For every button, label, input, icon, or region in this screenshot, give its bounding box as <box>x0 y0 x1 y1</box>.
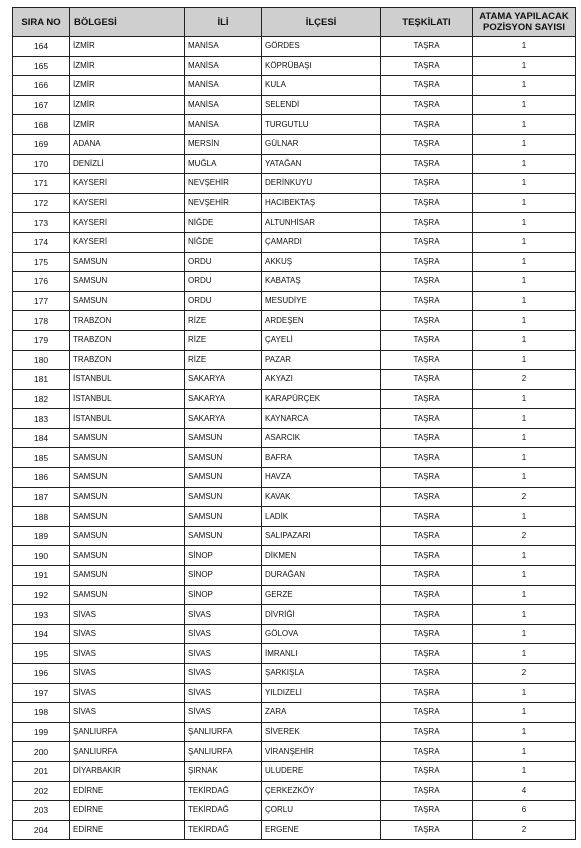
table-row <box>13 703 576 723</box>
cell-ilcesi: DERİNKUYU <box>262 174 381 194</box>
cell-pozisyon-sayisi: 2 <box>473 664 576 684</box>
cell-ilcesi: KABATAŞ <box>262 272 381 292</box>
cell-sira-no: 172 <box>13 193 70 213</box>
cell-pozisyon-sayisi: 1 <box>473 624 576 644</box>
cell-ilcesi: DİVRİĞİ <box>262 605 381 625</box>
cell-ili: SAKARYA <box>185 409 262 429</box>
cell-teskilati: TAŞRA <box>381 526 473 546</box>
table-row <box>13 311 576 331</box>
table-row <box>13 722 576 742</box>
cell-teskilati: TAŞRA <box>381 664 473 684</box>
cell-teskilati: TAŞRA <box>381 820 473 840</box>
positions-table <box>12 7 576 840</box>
cell-pozisyon-sayisi: 1 <box>473 644 576 664</box>
cell-ili: TEKİRDAĞ <box>185 801 262 821</box>
cell-pozisyon-sayisi: 1 <box>473 154 576 174</box>
cell-bolgesi: SİVAS <box>70 664 185 684</box>
cell-sira-no: 200 <box>13 742 70 762</box>
header-sira-no: SIRA NO <box>13 8 70 37</box>
cell-teskilati: TAŞRA <box>381 428 473 448</box>
cell-ili: SAMSUN <box>185 507 262 527</box>
cell-sira-no: 174 <box>13 232 70 252</box>
cell-pozisyon-sayisi: 1 <box>473 252 576 272</box>
cell-ili: SAMSUN <box>185 487 262 507</box>
cell-ilcesi: BAFRA <box>262 448 381 468</box>
cell-bolgesi: SİVAS <box>70 703 185 723</box>
table-row <box>13 134 576 154</box>
cell-sira-no: 182 <box>13 389 70 409</box>
cell-ili: MUĞLA <box>185 154 262 174</box>
cell-ili: SAKARYA <box>185 389 262 409</box>
cell-bolgesi: SİVAS <box>70 624 185 644</box>
header-teskilati: TEŞKİLATI <box>381 8 473 37</box>
table-row <box>13 232 576 252</box>
cell-ilcesi: ŞARKIŞLA <box>262 664 381 684</box>
cell-bolgesi: SİVAS <box>70 605 185 625</box>
cell-bolgesi: İSTANBUL <box>70 389 185 409</box>
cell-ili: ORDU <box>185 252 262 272</box>
cell-pozisyon-sayisi: 1 <box>473 76 576 96</box>
cell-teskilati: TAŞRA <box>381 507 473 527</box>
header-row <box>13 8 576 37</box>
cell-ili: NEVŞEHİR <box>185 193 262 213</box>
header-bolgesi: BÖLGESİ <box>70 8 185 37</box>
table-row <box>13 174 576 194</box>
cell-teskilati: TAŞRA <box>381 781 473 801</box>
cell-ili: MANİSA <box>185 76 262 96</box>
cell-bolgesi: ADANA <box>70 134 185 154</box>
cell-teskilati: TAŞRA <box>381 644 473 664</box>
cell-ilcesi: GÖRDES <box>262 37 381 57</box>
cell-pozisyon-sayisi: 1 <box>473 115 576 135</box>
cell-ili: NİĞDE <box>185 213 262 233</box>
cell-pozisyon-sayisi: 1 <box>473 193 576 213</box>
cell-bolgesi: SAMSUN <box>70 487 185 507</box>
table-row <box>13 389 576 409</box>
cell-teskilati: TAŞRA <box>381 193 473 213</box>
cell-ilcesi: SELENDİ <box>262 95 381 115</box>
header-pozisyon-sayisi: ATAMA YAPILACAK POZİSYON SAYISI <box>473 8 576 37</box>
cell-ili: SİVAS <box>185 683 262 703</box>
cell-sira-no: 180 <box>13 350 70 370</box>
cell-ilcesi: SALIPAZARI <box>262 526 381 546</box>
table-row <box>13 742 576 762</box>
cell-ili: TEKİRDAĞ <box>185 781 262 801</box>
cell-bolgesi: DENİZLİ <box>70 154 185 174</box>
cell-bolgesi: İZMİR <box>70 56 185 76</box>
cell-sira-no: 167 <box>13 95 70 115</box>
cell-bolgesi: EDİRNE <box>70 801 185 821</box>
cell-sira-no: 165 <box>13 56 70 76</box>
table-row <box>13 37 576 57</box>
cell-bolgesi: TRABZON <box>70 311 185 331</box>
cell-pozisyon-sayisi: 1 <box>473 507 576 527</box>
table-row <box>13 409 576 429</box>
cell-teskilati: TAŞRA <box>381 703 473 723</box>
cell-ili: ŞANLIURFA <box>185 722 262 742</box>
cell-sira-no: 166 <box>13 76 70 96</box>
cell-ilcesi: KAYNARCA <box>262 409 381 429</box>
cell-bolgesi: SAMSUN <box>70 566 185 586</box>
cell-bolgesi: SAMSUN <box>70 546 185 566</box>
cell-teskilati: TAŞRA <box>381 134 473 154</box>
cell-pozisyon-sayisi: 1 <box>473 742 576 762</box>
table-row <box>13 448 576 468</box>
table-row <box>13 56 576 76</box>
cell-pozisyon-sayisi: 1 <box>473 134 576 154</box>
cell-ilcesi: ÇAYELİ <box>262 330 381 350</box>
cell-ilcesi: ÇERKEZKÖY <box>262 781 381 801</box>
cell-ilcesi: ZARA <box>262 703 381 723</box>
cell-ilcesi: DİKMEN <box>262 546 381 566</box>
cell-teskilati: TAŞRA <box>381 213 473 233</box>
cell-ilcesi: AKKUŞ <box>262 252 381 272</box>
table-row <box>13 154 576 174</box>
cell-sira-no: 189 <box>13 526 70 546</box>
table-body <box>13 37 576 840</box>
cell-teskilati: TAŞRA <box>381 76 473 96</box>
cell-ilcesi: ÇORLU <box>262 801 381 821</box>
cell-bolgesi: SAMSUN <box>70 526 185 546</box>
cell-teskilati: TAŞRA <box>381 448 473 468</box>
table-row <box>13 252 576 272</box>
cell-pozisyon-sayisi: 1 <box>473 761 576 781</box>
cell-ili: ŞANLIURFA <box>185 742 262 762</box>
table-row <box>13 330 576 350</box>
cell-sira-no: 183 <box>13 409 70 429</box>
cell-ilcesi: KÖPRÜBAŞI <box>262 56 381 76</box>
table-row <box>13 468 576 488</box>
cell-bolgesi: SAMSUN <box>70 428 185 448</box>
cell-pozisyon-sayisi: 1 <box>473 330 576 350</box>
cell-ilcesi: ASARCIK <box>262 428 381 448</box>
cell-teskilati: TAŞRA <box>381 409 473 429</box>
cell-teskilati: TAŞRA <box>381 95 473 115</box>
cell-pozisyon-sayisi: 1 <box>473 37 576 57</box>
table-row <box>13 761 576 781</box>
table-row <box>13 801 576 821</box>
cell-sira-no: 179 <box>13 330 70 350</box>
cell-bolgesi: EDİRNE <box>70 820 185 840</box>
cell-sira-no: 178 <box>13 311 70 331</box>
cell-teskilati: TAŞRA <box>381 37 473 57</box>
cell-bolgesi: KAYSERİ <box>70 232 185 252</box>
cell-bolgesi: İZMİR <box>70 76 185 96</box>
table-row <box>13 95 576 115</box>
cell-bolgesi: SİVAS <box>70 683 185 703</box>
cell-sira-no: 197 <box>13 683 70 703</box>
cell-teskilati: TAŞRA <box>381 291 473 311</box>
cell-ilcesi: GÜLNAR <box>262 134 381 154</box>
cell-teskilati: TAŞRA <box>381 252 473 272</box>
cell-ilcesi: SİVEREK <box>262 722 381 742</box>
cell-ilcesi: PAZAR <box>262 350 381 370</box>
cell-pozisyon-sayisi: 1 <box>473 350 576 370</box>
table-row <box>13 428 576 448</box>
cell-pozisyon-sayisi: 1 <box>473 174 576 194</box>
table-row <box>13 213 576 233</box>
cell-bolgesi: KAYSERİ <box>70 193 185 213</box>
table-row <box>13 566 576 586</box>
cell-pozisyon-sayisi: 2 <box>473 820 576 840</box>
cell-ili: RİZE <box>185 350 262 370</box>
table-row <box>13 781 576 801</box>
cell-ili: RİZE <box>185 311 262 331</box>
cell-ilcesi: KULA <box>262 76 381 96</box>
cell-sira-no: 203 <box>13 801 70 821</box>
cell-ili: NİĞDE <box>185 232 262 252</box>
cell-teskilati: TAŞRA <box>381 272 473 292</box>
cell-bolgesi: TRABZON <box>70 350 185 370</box>
cell-bolgesi: SAMSUN <box>70 507 185 527</box>
table-row <box>13 272 576 292</box>
cell-teskilati: TAŞRA <box>381 722 473 742</box>
table-row <box>13 605 576 625</box>
table-row <box>13 487 576 507</box>
cell-bolgesi: SAMSUN <box>70 291 185 311</box>
cell-ilcesi: ÇAMARDI <box>262 232 381 252</box>
cell-teskilati: TAŞRA <box>381 330 473 350</box>
cell-teskilati: TAŞRA <box>381 624 473 644</box>
cell-teskilati: TAŞRA <box>381 389 473 409</box>
cell-teskilati: TAŞRA <box>381 154 473 174</box>
cell-sira-no: 170 <box>13 154 70 174</box>
table-row <box>13 683 576 703</box>
cell-sira-no: 187 <box>13 487 70 507</box>
cell-ili: SİVAS <box>185 624 262 644</box>
cell-pozisyon-sayisi: 1 <box>473 722 576 742</box>
cell-ilcesi: MESUDİYE <box>262 291 381 311</box>
cell-bolgesi: DİYARBAKIR <box>70 761 185 781</box>
table-row <box>13 115 576 135</box>
cell-ili: SAMSUN <box>185 448 262 468</box>
cell-ilcesi: TURGUTLU <box>262 115 381 135</box>
cell-pozisyon-sayisi: 1 <box>473 703 576 723</box>
cell-teskilati: TAŞRA <box>381 566 473 586</box>
cell-pozisyon-sayisi: 2 <box>473 526 576 546</box>
cell-bolgesi: SAMSUN <box>70 468 185 488</box>
cell-sira-no: 193 <box>13 605 70 625</box>
cell-sira-no: 186 <box>13 468 70 488</box>
cell-ilcesi: VİRANŞEHİR <box>262 742 381 762</box>
cell-ili: SİNOP <box>185 585 262 605</box>
cell-sira-no: 201 <box>13 761 70 781</box>
cell-ilcesi: GÖLOVA <box>262 624 381 644</box>
cell-pozisyon-sayisi: 1 <box>473 409 576 429</box>
cell-bolgesi: İSTANBUL <box>70 370 185 390</box>
cell-bolgesi: KAYSERİ <box>70 174 185 194</box>
cell-ili: SAMSUN <box>185 468 262 488</box>
cell-ili: ŞIRNAK <box>185 761 262 781</box>
cell-ili: SAKARYA <box>185 370 262 390</box>
cell-ilcesi: ULUDERE <box>262 761 381 781</box>
cell-teskilati: TAŞRA <box>381 174 473 194</box>
cell-ili: SAMSUN <box>185 526 262 546</box>
cell-ilcesi: YILDIZELİ <box>262 683 381 703</box>
cell-pozisyon-sayisi: 1 <box>473 232 576 252</box>
table-row <box>13 820 576 840</box>
cell-ilcesi: GERZE <box>262 585 381 605</box>
cell-sira-no: 194 <box>13 624 70 644</box>
cell-sira-no: 195 <box>13 644 70 664</box>
cell-teskilati: TAŞRA <box>381 311 473 331</box>
cell-sira-no: 192 <box>13 585 70 605</box>
cell-bolgesi: ŞANLIURFA <box>70 722 185 742</box>
cell-sira-no: 181 <box>13 370 70 390</box>
cell-ili: MANİSA <box>185 37 262 57</box>
cell-sira-no: 204 <box>13 820 70 840</box>
table-row <box>13 291 576 311</box>
cell-sira-no: 199 <box>13 722 70 742</box>
cell-sira-no: 164 <box>13 37 70 57</box>
header-ili: İLİ <box>185 8 262 37</box>
cell-sira-no: 185 <box>13 448 70 468</box>
cell-ili: MERSİN <box>185 134 262 154</box>
cell-ili: RİZE <box>185 330 262 350</box>
cell-ili: ORDU <box>185 291 262 311</box>
document-page <box>12 7 575 840</box>
cell-bolgesi: İZMİR <box>70 37 185 57</box>
cell-ili: SİNOP <box>185 566 262 586</box>
cell-teskilati: TAŞRA <box>381 605 473 625</box>
cell-teskilati: TAŞRA <box>381 56 473 76</box>
cell-sira-no: 190 <box>13 546 70 566</box>
cell-ili: NEVŞEHİR <box>185 174 262 194</box>
cell-teskilati: TAŞRA <box>381 742 473 762</box>
cell-ili: SİVAS <box>185 605 262 625</box>
table-header <box>13 8 576 37</box>
cell-pozisyon-sayisi: 1 <box>473 213 576 233</box>
cell-sira-no: 176 <box>13 272 70 292</box>
cell-bolgesi: KAYSERİ <box>70 213 185 233</box>
cell-ilcesi: ERGENE <box>262 820 381 840</box>
cell-bolgesi: İZMİR <box>70 115 185 135</box>
cell-ili: SİVAS <box>185 664 262 684</box>
cell-ili: MANİSA <box>185 115 262 135</box>
cell-ilcesi: DURAĞAN <box>262 566 381 586</box>
cell-sira-no: 168 <box>13 115 70 135</box>
cell-sira-no: 171 <box>13 174 70 194</box>
cell-pozisyon-sayisi: 1 <box>473 683 576 703</box>
cell-sira-no: 202 <box>13 781 70 801</box>
table-row <box>13 370 576 390</box>
cell-sira-no: 169 <box>13 134 70 154</box>
table-row <box>13 546 576 566</box>
table-row <box>13 664 576 684</box>
cell-bolgesi: SAMSUN <box>70 585 185 605</box>
cell-teskilati: TAŞRA <box>381 585 473 605</box>
cell-pozisyon-sayisi: 1 <box>473 95 576 115</box>
cell-ilcesi: ALTUNHİSAR <box>262 213 381 233</box>
cell-bolgesi: TRABZON <box>70 330 185 350</box>
cell-ili: ORDU <box>185 272 262 292</box>
table-row <box>13 350 576 370</box>
cell-ili: SAMSUN <box>185 428 262 448</box>
table-row <box>13 193 576 213</box>
cell-pozisyon-sayisi: 1 <box>473 311 576 331</box>
cell-pozisyon-sayisi: 1 <box>473 448 576 468</box>
cell-ili: SİNOP <box>185 546 262 566</box>
cell-bolgesi: ŞANLIURFA <box>70 742 185 762</box>
table-row <box>13 507 576 527</box>
cell-pozisyon-sayisi: 1 <box>473 566 576 586</box>
cell-pozisyon-sayisi: 1 <box>473 546 576 566</box>
cell-bolgesi: SİVAS <box>70 644 185 664</box>
cell-ilcesi: AKYAZI <box>262 370 381 390</box>
header-ilcesi: İLÇESİ <box>262 8 381 37</box>
table-row <box>13 526 576 546</box>
cell-pozisyon-sayisi: 1 <box>473 585 576 605</box>
cell-ilcesi: ARDEŞEN <box>262 311 381 331</box>
cell-sira-no: 188 <box>13 507 70 527</box>
cell-bolgesi: İSTANBUL <box>70 409 185 429</box>
cell-teskilati: TAŞRA <box>381 761 473 781</box>
cell-pozisyon-sayisi: 1 <box>473 56 576 76</box>
cell-pozisyon-sayisi: 1 <box>473 428 576 448</box>
table-row <box>13 624 576 644</box>
cell-ilcesi: İMRANLI <box>262 644 381 664</box>
cell-teskilati: TAŞRA <box>381 683 473 703</box>
cell-ilcesi: KARAPÜRÇEK <box>262 389 381 409</box>
cell-sira-no: 196 <box>13 664 70 684</box>
table-row <box>13 76 576 96</box>
cell-pozisyon-sayisi: 1 <box>473 389 576 409</box>
cell-pozisyon-sayisi: 1 <box>473 291 576 311</box>
cell-pozisyon-sayisi: 4 <box>473 781 576 801</box>
cell-bolgesi: SAMSUN <box>70 272 185 292</box>
cell-teskilati: TAŞRA <box>381 801 473 821</box>
table-row <box>13 585 576 605</box>
cell-teskilati: TAŞRA <box>381 350 473 370</box>
cell-sira-no: 191 <box>13 566 70 586</box>
cell-ili: TEKİRDAĞ <box>185 820 262 840</box>
cell-sira-no: 175 <box>13 252 70 272</box>
cell-pozisyon-sayisi: 1 <box>473 468 576 488</box>
cell-teskilati: TAŞRA <box>381 468 473 488</box>
cell-ili: SİVAS <box>185 644 262 664</box>
cell-ilcesi: YATAĞAN <box>262 154 381 174</box>
cell-sira-no: 198 <box>13 703 70 723</box>
cell-ili: MANİSA <box>185 56 262 76</box>
cell-bolgesi: SAMSUN <box>70 448 185 468</box>
cell-pozisyon-sayisi: 1 <box>473 272 576 292</box>
cell-teskilati: TAŞRA <box>381 115 473 135</box>
cell-teskilati: TAŞRA <box>381 487 473 507</box>
cell-teskilati: TAŞRA <box>381 370 473 390</box>
cell-teskilati: TAŞRA <box>381 546 473 566</box>
cell-ili: MANİSA <box>185 95 262 115</box>
cell-pozisyon-sayisi: 2 <box>473 487 576 507</box>
cell-sira-no: 177 <box>13 291 70 311</box>
cell-ilcesi: HACIBEKTAŞ <box>262 193 381 213</box>
cell-bolgesi: SAMSUN <box>70 252 185 272</box>
table-row <box>13 644 576 664</box>
cell-ilcesi: HAVZA <box>262 468 381 488</box>
cell-pozisyon-sayisi: 6 <box>473 801 576 821</box>
cell-ilcesi: KAVAK <box>262 487 381 507</box>
cell-ili: SİVAS <box>185 703 262 723</box>
cell-pozisyon-sayisi: 1 <box>473 605 576 625</box>
cell-sira-no: 173 <box>13 213 70 233</box>
cell-sira-no: 184 <box>13 428 70 448</box>
cell-teskilati: TAŞRA <box>381 232 473 252</box>
cell-ilcesi: LADİK <box>262 507 381 527</box>
cell-bolgesi: İZMİR <box>70 95 185 115</box>
cell-pozisyon-sayisi: 2 <box>473 370 576 390</box>
cell-bolgesi: EDİRNE <box>70 781 185 801</box>
